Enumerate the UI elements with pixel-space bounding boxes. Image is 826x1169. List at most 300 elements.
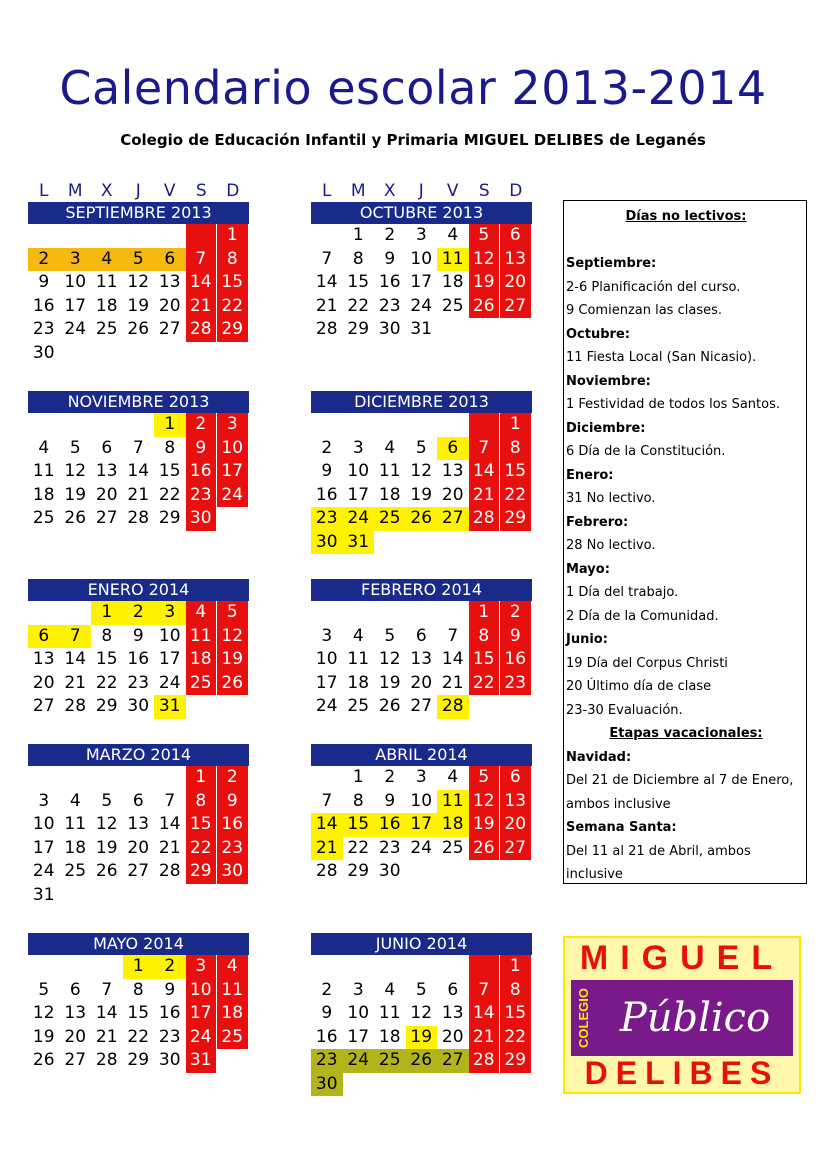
day-cell: 22 (347, 837, 370, 858)
school-subtitle: Colegio de Educación Infantil y Primaria MIGUEL DELIBES de Leganés (120, 131, 706, 149)
info-line: 6 Día de la Constitución. (566, 444, 726, 459)
empty-cell (311, 413, 343, 437)
day-cell: 9 (186, 437, 218, 461)
month-grid (311, 601, 532, 719)
day-cell: 21 (64, 672, 87, 693)
day-cell: 3 (415, 225, 427, 245)
day-cell: 10 (410, 790, 433, 811)
info-line: inclusive (566, 867, 623, 882)
day-cell: 2 (186, 413, 218, 437)
day-cell: 16 (127, 649, 150, 669)
day-cell: 7 (469, 979, 501, 1003)
day-cell: 21 (315, 295, 338, 316)
day-cell: 24 (343, 1049, 375, 1073)
day-cell: 28 (315, 319, 338, 339)
month-grid (311, 766, 532, 884)
day-cell: 20 (441, 484, 464, 505)
empty-cell (343, 413, 375, 437)
day-cell: 28 (127, 508, 150, 528)
day-cell: 1 (91, 601, 123, 625)
weekday-label: M (350, 181, 366, 201)
day-cell: 27 (158, 319, 181, 339)
day-cell: 6 (132, 790, 144, 811)
empty-cell (374, 413, 406, 437)
day-cell: 12 (217, 625, 249, 649)
info-month-label: Septiembre: (566, 256, 657, 271)
info-month-label: Febrero: (566, 514, 629, 530)
info-line: 2-6 Planificación del curso. (566, 279, 741, 295)
day-cell: 30 (311, 531, 343, 555)
day-cell: 15 (217, 271, 249, 295)
day-cell: 7 (186, 248, 218, 272)
day-cell: 3 (415, 767, 427, 787)
day-cell: 14 (64, 649, 87, 669)
day-cell: 9 (384, 248, 396, 269)
day-cell: 25 (374, 1049, 406, 1073)
day-cell: 31 (343, 531, 375, 555)
no-school-days-box (563, 200, 807, 884)
day-cell: 5 (469, 766, 501, 790)
day-cell: 17 (410, 272, 433, 292)
day-cell: 13 (127, 814, 150, 834)
day-cell: 27 (64, 1050, 87, 1070)
weekday-label: S (478, 181, 490, 201)
day-cell: 28 (158, 861, 181, 881)
month-header: DICIEMBRE 2013 (311, 391, 532, 413)
day-cell: 16 (217, 813, 249, 837)
day-cell: 11 (64, 814, 87, 834)
day-cell: 17 (406, 813, 438, 837)
day-cell: 30 (378, 319, 401, 339)
weekday-label: L (322, 181, 332, 201)
empty-cell (91, 955, 123, 979)
day-cell: 16 (186, 460, 218, 484)
day-cell: 9 (164, 979, 176, 1000)
day-cell: 30 (378, 861, 401, 881)
day-cell: 23 (32, 319, 55, 339)
day-cell: 8 (132, 979, 144, 1000)
day-cell: 18 (378, 1026, 401, 1047)
day-cell: 22 (158, 484, 181, 505)
day-cell: 17 (186, 1002, 218, 1026)
empty-cell (28, 955, 60, 979)
month-header: NOVIEMBRE 2013 (28, 391, 249, 413)
day-cell: 15 (500, 1002, 532, 1026)
day-cell: 24 (186, 1026, 218, 1050)
day-cell: 5 (415, 979, 427, 1000)
day-cell: 6 (437, 437, 469, 461)
weekday-label: V (446, 181, 459, 201)
month-grid (28, 601, 249, 719)
day-cell: 29 (217, 318, 249, 342)
day-cell: 10 (410, 248, 433, 269)
day-cell: 2 (321, 979, 333, 1000)
day-cell: 6 (28, 625, 60, 649)
day-cell: 10 (64, 272, 87, 292)
day-cell: 1 (352, 767, 364, 787)
day-cell: 12 (469, 790, 501, 814)
day-cell: 29 (186, 860, 218, 884)
day-cell: 9 (384, 790, 396, 811)
empty-cell (469, 413, 501, 437)
info-heading: Etapas vacacionales: (609, 726, 763, 741)
day-cell: 1 (123, 955, 155, 979)
day-cell: 25 (64, 861, 87, 881)
day-cell: 24 (410, 295, 433, 316)
empty-cell (60, 766, 92, 790)
day-cell: 18 (217, 1002, 249, 1026)
day-cell: 4 (69, 790, 81, 811)
weekday-label: J (418, 181, 424, 201)
day-cell: 13 (441, 1003, 464, 1023)
day-cell: 5 (38, 979, 50, 1000)
info-line: 31 No lectivo. (566, 491, 656, 506)
day-cell: 3 (60, 248, 92, 272)
empty-cell (28, 413, 60, 437)
day-cell: 14 (158, 814, 181, 834)
day-cell: 21 (127, 484, 150, 505)
day-cell: 9 (132, 625, 144, 646)
empty-cell (91, 413, 123, 437)
day-cell: 11 (95, 272, 118, 292)
day-cell: 3 (321, 625, 333, 646)
day-cell: 22 (217, 295, 249, 319)
day-cell: 17 (347, 484, 370, 505)
day-cell: 23 (158, 1026, 181, 1047)
day-cell: 26 (64, 508, 87, 528)
day-cell: 21 (469, 484, 501, 508)
day-cell: 27 (500, 295, 532, 319)
day-cell: 29 (347, 319, 370, 339)
day-cell: 1 (469, 601, 501, 625)
day-cell: 1 (154, 413, 186, 437)
month-header: ABRIL 2014 (311, 744, 532, 766)
day-cell: 8 (352, 248, 364, 269)
day-cell: 20 (95, 484, 118, 505)
day-cell: 21 (95, 1026, 118, 1047)
day-cell: 22 (500, 1026, 532, 1050)
empty-cell (311, 601, 343, 625)
day-cell: 23 (378, 837, 401, 858)
month-january (28, 579, 249, 719)
day-cell: 15 (95, 649, 118, 669)
weekday-label: M (67, 181, 83, 201)
day-cell: 6 (500, 224, 532, 248)
day-cell: 26 (95, 861, 118, 881)
day-cell: 25 (95, 319, 118, 339)
day-cell: 15 (347, 272, 370, 292)
day-cell: 11 (378, 461, 401, 481)
day-cell: 7 (60, 625, 92, 649)
day-cell: 8 (352, 790, 364, 811)
day-cell: 11 (347, 649, 370, 669)
day-cell: 23 (217, 837, 249, 861)
empty-cell (28, 766, 60, 790)
day-cell: 12 (410, 461, 433, 481)
day-cell: 3 (352, 979, 364, 1000)
day-cell: 8 (500, 437, 532, 461)
day-cell: 15 (343, 813, 375, 837)
empty-cell (123, 224, 155, 248)
day-cell: 23 (378, 295, 401, 316)
weekday-label: S (195, 181, 207, 201)
day-cell: 27 (437, 507, 469, 531)
day-cell: 28 (64, 696, 87, 716)
day-cell: 2 (123, 601, 155, 625)
month-october (311, 202, 532, 342)
day-cell: 30 (217, 860, 249, 884)
logo-script-text: Público (619, 995, 771, 1041)
day-cell: 26 (469, 837, 501, 861)
day-cell: 12 (32, 1003, 55, 1023)
day-cell: 17 (64, 295, 87, 316)
day-cell: 21 (186, 295, 218, 319)
day-cell: 4 (38, 437, 50, 458)
empty-cell (60, 955, 92, 979)
day-cell: 25 (347, 696, 370, 716)
day-cell: 16 (32, 295, 55, 316)
day-cell: 18 (378, 484, 401, 505)
day-cell: 9 (38, 272, 50, 292)
day-cell: 4 (91, 248, 123, 272)
day-cell: 9 (321, 1003, 333, 1023)
day-cell: 31 (410, 319, 433, 339)
empty-cell (406, 601, 438, 625)
info-line: 1 Festividad de todos los Santos. (566, 397, 780, 412)
day-cell: 2 (321, 437, 333, 458)
day-cell: 7 (469, 437, 501, 461)
month-december (311, 391, 532, 554)
day-cell: 3 (217, 413, 249, 437)
day-cell: 16 (315, 1026, 338, 1047)
day-cell: 12 (127, 272, 150, 292)
empty-cell (406, 413, 438, 437)
info-line: 11 Fiesta Local (San Nicasio). (566, 350, 757, 365)
day-cell: 25 (374, 507, 406, 531)
day-cell: 23 (186, 484, 218, 508)
day-cell: 5 (69, 437, 81, 458)
day-cell: 20 (500, 271, 532, 295)
day-cell: 27 (437, 1049, 469, 1073)
day-cell: 30 (32, 342, 55, 363)
day-cell: 24 (217, 484, 249, 508)
day-cell: 23 (311, 1049, 343, 1073)
day-cell: 25 (441, 295, 464, 316)
month-grid (28, 955, 249, 1073)
empty-cell (311, 955, 343, 979)
day-cell: 9 (500, 625, 532, 649)
day-cell: 19 (217, 648, 249, 672)
day-cell: 3 (38, 790, 50, 811)
month-header: SEPTIEMBRE 2013 (28, 202, 249, 224)
day-cell: 29 (127, 1050, 150, 1070)
info-month-label: Semana Santa: (566, 820, 677, 835)
day-cell: 26 (406, 507, 438, 531)
day-cell: 10 (32, 814, 55, 834)
day-cell: 21 (158, 837, 181, 858)
day-cell: 13 (500, 248, 532, 272)
month-header: MAYO 2014 (28, 933, 249, 955)
day-cell: 16 (158, 1003, 181, 1023)
info-line: 2 Día de la Comunidad. (566, 608, 719, 624)
day-cell: 29 (500, 1049, 532, 1073)
day-cell: 19 (410, 484, 433, 505)
empty-cell (469, 955, 501, 979)
day-cell: 19 (406, 1026, 438, 1050)
day-cell: 12 (64, 461, 87, 481)
day-cell: 5 (384, 625, 396, 646)
day-cell: 20 (441, 1026, 464, 1047)
info-line: 28 No lectivo. (566, 538, 656, 553)
day-cell: 26 (32, 1050, 55, 1070)
empty-cell (60, 413, 92, 437)
empty-cell (154, 766, 186, 790)
day-cell: 17 (217, 460, 249, 484)
day-cell: 19 (64, 484, 87, 505)
day-cell: 4 (384, 437, 396, 458)
day-cell: 5 (123, 248, 155, 272)
day-cell: 30 (158, 1050, 181, 1070)
day-cell: 10 (315, 649, 338, 669)
day-cell: 12 (95, 814, 118, 834)
info-month-label: Mayo: (566, 561, 610, 577)
day-cell: 7 (101, 979, 113, 1000)
day-cell: 4 (447, 225, 459, 245)
weekday-header-left (28, 180, 249, 202)
day-cell: 18 (64, 837, 87, 858)
day-cell: 22 (469, 672, 501, 696)
day-cell: 26 (217, 672, 249, 696)
day-cell: 22 (347, 295, 370, 316)
day-cell: 20 (32, 672, 55, 693)
weekday-label: D (509, 181, 523, 201)
month-header: JUNIO 2014 (311, 933, 532, 955)
empty-cell (311, 766, 343, 790)
month-header: MARZO 2014 (28, 744, 249, 766)
day-cell: 8 (101, 625, 113, 646)
logo-vertical-text: COLEGIO (576, 988, 591, 1048)
day-cell: 13 (32, 649, 55, 669)
info-month-label: Diciembre: (566, 420, 646, 436)
info-line: 20 Último día de clase (566, 679, 712, 694)
day-cell: 14 (469, 460, 501, 484)
month-may (28, 933, 249, 1073)
day-cell: 17 (315, 672, 338, 693)
day-cell: 24 (32, 861, 55, 881)
day-cell: 17 (32, 837, 55, 858)
page-title: Calendario escolar 2013-2014 (59, 61, 767, 115)
day-cell: 5 (415, 437, 427, 458)
day-cell: 24 (158, 672, 181, 693)
day-cell: 13 (95, 461, 118, 481)
day-cell: 3 (186, 955, 218, 979)
day-cell: 17 (347, 1026, 370, 1047)
day-cell: 1 (500, 955, 532, 979)
day-cell: 5 (469, 224, 501, 248)
school-logo (563, 936, 801, 1094)
day-cell: 10 (347, 461, 370, 481)
day-cell: 18 (347, 672, 370, 693)
day-cell: 17 (158, 649, 181, 669)
day-cell: 23 (127, 672, 150, 693)
day-cell: 19 (469, 271, 501, 295)
day-cell: 12 (410, 1003, 433, 1023)
day-cell: 30 (127, 696, 150, 716)
month-june (311, 933, 532, 1096)
day-cell: 26 (406, 1049, 438, 1073)
month-header: OCTUBRE 2013 (311, 202, 532, 224)
day-cell: 15 (469, 648, 501, 672)
day-cell: 6 (154, 248, 186, 272)
day-cell: 21 (311, 837, 343, 861)
month-november (28, 391, 249, 531)
day-cell: 15 (158, 461, 181, 481)
empty-cell (343, 955, 375, 979)
day-cell: 8 (164, 437, 176, 458)
day-cell: 6 (447, 979, 459, 1000)
weekday-label: J (135, 181, 141, 201)
day-cell: 16 (378, 272, 401, 292)
day-cell: 3 (352, 437, 364, 458)
empty-cell (123, 766, 155, 790)
day-cell: 29 (500, 507, 532, 531)
empty-cell (311, 224, 343, 248)
empty-cell (374, 955, 406, 979)
month-april (311, 744, 532, 884)
day-cell: 13 (500, 790, 532, 814)
info-month-label: Junio: (566, 632, 608, 647)
day-cell: 29 (347, 861, 370, 881)
day-cell: 22 (500, 484, 532, 508)
day-cell: 2 (384, 225, 396, 245)
day-cell: 12 (378, 649, 401, 669)
day-cell: 14 (315, 272, 338, 292)
day-cell: 11 (378, 1003, 401, 1023)
day-cell: 7 (132, 437, 144, 458)
day-cell: 28 (469, 1049, 501, 1073)
info-line: 1 Día del trabajo. (566, 585, 679, 600)
day-cell: 13 (410, 649, 433, 669)
day-cell: 15 (500, 460, 532, 484)
day-cell: 29 (95, 696, 118, 716)
day-cell: 1 (500, 413, 532, 437)
day-cell: 27 (500, 837, 532, 861)
day-cell: 14 (469, 1002, 501, 1026)
day-cell: 14 (186, 271, 218, 295)
day-cell: 24 (410, 837, 433, 858)
day-cell: 27 (32, 696, 55, 716)
day-cell: 11 (186, 625, 218, 649)
day-cell: 20 (64, 1026, 87, 1047)
info-month-label: Octubre: (566, 326, 630, 342)
day-cell: 2 (384, 767, 396, 787)
day-cell: 11 (437, 248, 469, 272)
day-cell: 16 (374, 813, 406, 837)
day-cell: 27 (95, 508, 118, 528)
day-cell: 12 (469, 248, 501, 272)
day-cell: 26 (127, 319, 150, 339)
month-header: ENERO 2014 (28, 579, 249, 601)
empty-cell (186, 224, 218, 248)
month-grid (28, 766, 249, 907)
empty-cell (60, 601, 92, 625)
logo-middle-band (571, 980, 793, 1056)
info-line: 9 Comienzan las clases. (566, 303, 722, 318)
day-cell: 8 (217, 248, 249, 272)
day-cell: 7 (321, 248, 333, 269)
empty-cell (91, 224, 123, 248)
day-cell: 27 (127, 861, 150, 881)
